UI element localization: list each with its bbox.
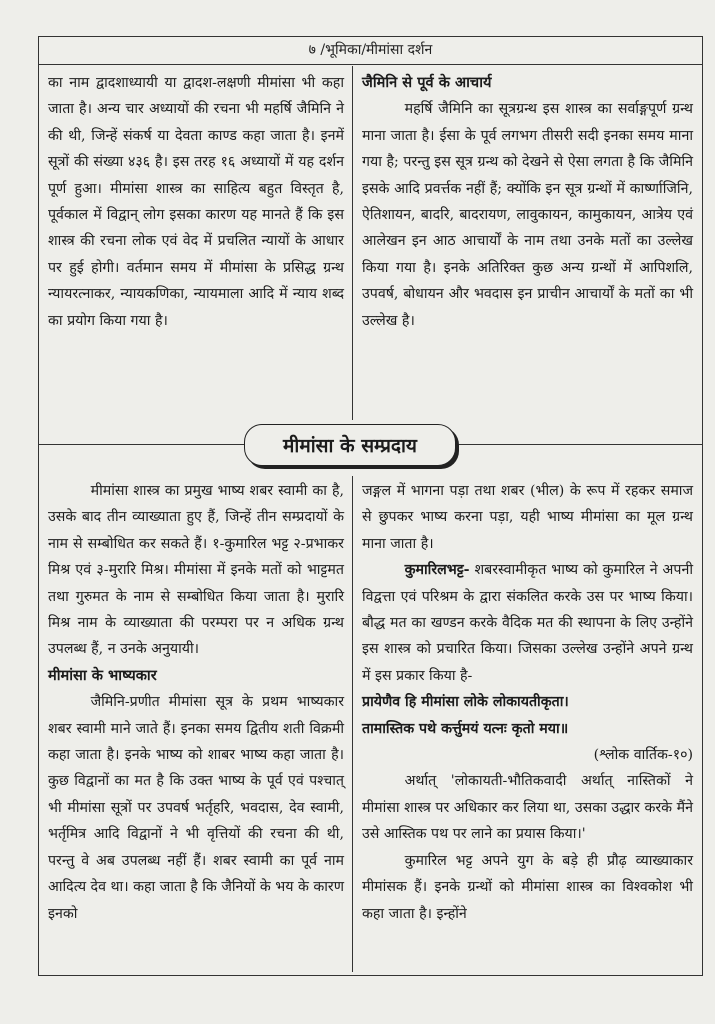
top-right-paragraph: महर्षि जैमिनि का सूत्रग्रन्थ इस शास्त्र का सर्वाङ्गपूर्ण ग्रन्थ माना जाता है। ईसा के पूर्व लगभग तीसरी सदी इनका समय माना गया है; परन्तु इस सूत्र ग्रन्थ को देखने से ऐसा लगता है कि जैमिनि इसके आदि प्रवर्त्तक नहीं हैं; क्योंकि इन सूत्र ग्रन्थों में कार्ष्णाजिनि, ऐतिशायन, बादरि, बादरायण, लावुकायन, कामुकायन, आत्रेय एवं आलेखन इन आठ आचार्यों के नाम तथा उनके मतों का उल्लेख किया गया है। इनके अतिरिक्त कुछ अन्य ग्रन्थों में आपिशलि, उपवर्ष, बोधायन और भवदास इन प्राचीन आचार्यों के मतों का भी उल्लेख है। <box>362 101 693 329</box>
sampradaya-paragraph: मीमांसा शास्त्र का प्रमुख भाष्य शबर स्वामी का है, उसके बाद तीन व्याख्याता हुए हैं, जिन्हें तीन सम्प्रदायों के नाम से सम्बोधित कर सकते हैं। १-कुमारिल भट्ट २-प्रभाकर मिश्र एवं ३-मुरारि मिश्र। मीमांसा में इनके मतों को भाट्टमत तथा गुरुमत के नाम से सम्बोधित किया जाता है। मुरारि मिश्र नाम के व्याख्याता की परम्परा पर न अधिक ग्रन्थ उपलब्ध हैं, न उनके अनुयायी। <box>48 483 344 658</box>
page-header: ७ /भूमिका/मीमांसा दर्शन <box>308 42 433 58</box>
verse-reference: (श्लोक वार्तिक-१०) <box>593 747 693 764</box>
bottom-left-column <box>48 478 344 927</box>
bottom-right-column <box>362 478 693 927</box>
top-right-column <box>362 70 693 334</box>
top-left-paragraph: का नाम द्वादशाध्यायी या द्वादश-लक्षणी मीमांसा भी कहा जाता है। अन्य चार अध्यायों की रचना भी महर्षि जैमिनि ने की थी, जिन्हें संकर्ष या देवता काण्ड कहा जाता है। इनमें सूत्रों की संख्या ४३६ है। इस तरह १६ अध्यायों में यह दर्शन पूर्ण हुआ। मीमांसा शास्त्र का साहित्य बहुत विस्तृत है, पूर्वकाल में विद्वान् लोग इसका कारण यह मानते हैं कि इस शास्त्र की रचना लोक एवं वेद में प्रचलित न्यायों के आधार पर हुई होगी। वर्तमान समय में मीमांसा के प्रसिद्ध ग्रन्थ न्यायरत्नाकर, न्यायकणिका, न्यायमाला आदि में न्याय शब्द का प्रयोग किया गया है। <box>48 75 344 329</box>
header-rule <box>38 64 703 65</box>
section-title-banner: मीमांसा के सम्प्रदाय <box>244 424 456 466</box>
column-divider-bottom <box>352 476 353 972</box>
column-divider-top <box>352 66 353 420</box>
bhashyakar-heading: मीमांसा के भाष्यकार <box>48 666 157 684</box>
kumarila-closing-paragraph: कुमारिल भट्ट अपने युग के बड़े ही प्रौढ़ व्याख्याकार मीमांसक हैं। इनके ग्रन्थों को मीमांसा शास्त्र का विश्वकोश भी कहा जाता है। इन्होंने <box>362 852 693 922</box>
kumarila-label: कुमारिलभट्ट- <box>404 562 470 579</box>
section-rule-right <box>455 444 703 445</box>
kumarila-text: शबरस्वामीकृत भाष्य को कुमारिल ने अपनी विद्वत्ता एवं परिश्रम के द्वारा संकलित करके उस पर भाष्य किया। बौद्ध मत का खण्डन करके वैदिक मत की स्थापना के लिए उन्होंने इस शास्त्र को प्रचारित किया। जिसका उल्लेख उन्होंने अपने ग्रन्थ में इस प्रकार किया है- <box>362 562 693 684</box>
shabar-continuation-paragraph: जङ्गल में भागना पड़ा तथा शबर (भील) के रूप में रहकर समाज से छुपकर भाष्य करना पड़ा, यही भाष्य मीमांसा का मूल ग्रन्थ माना जाता है। <box>362 483 693 552</box>
top-left-column <box>48 70 344 334</box>
jaimini-predecessors-heading: जैमिनि से पूर्व के आचार्य <box>362 74 492 91</box>
bhashyakar-paragraph: जैमिनि-प्रणीत मीमांसा सूत्र के प्रथम भाष्यकार शबर स्वामी माने जाते हैं। इनका समय द्वितीय शती विक्रमी कहा जाता है। इनके भाष्य को शाबर भाष्य कहा जाता है। कुछ विद्वानों का मत है कि उक्त भाष्य के पूर्व एवं पश्चात् भी मीमांसा सूत्रों पर उपवर्ष भर्तृहरि, भवदास, देव स्वामी, भर्तृमित्र आदि विद्वानों ने भी वृत्तियों की रचना की थी, परन्तु वे अब उपलब्ध नहीं हैं। शबर स्वामी का पूर्व नाम आदित्य देव था। कहा जाता है कि जैनियों के भय के कारण इनको <box>48 694 344 922</box>
verse-meaning-paragraph: अर्थात् 'लोकायती-भौतिकवादी अर्थात् नास्तिकों ने मीमांसा शास्त्र पर अधिकार कर लिया था, उसका उद्धार करके मैंने उसे आस्तिक पथ पर लाने का प्रयास किया।' <box>362 773 693 843</box>
kumarila-paragraph <box>362 557 693 689</box>
verse-line-1: प्रायेणैव हि मीमांसा लोके लोकायतीकृता। <box>362 694 569 711</box>
verse-line-2: तामास्तिक पथे कर्त्तुमयं यत्नः कृतो मया॥ <box>362 720 569 737</box>
section-rule-left <box>38 444 246 445</box>
